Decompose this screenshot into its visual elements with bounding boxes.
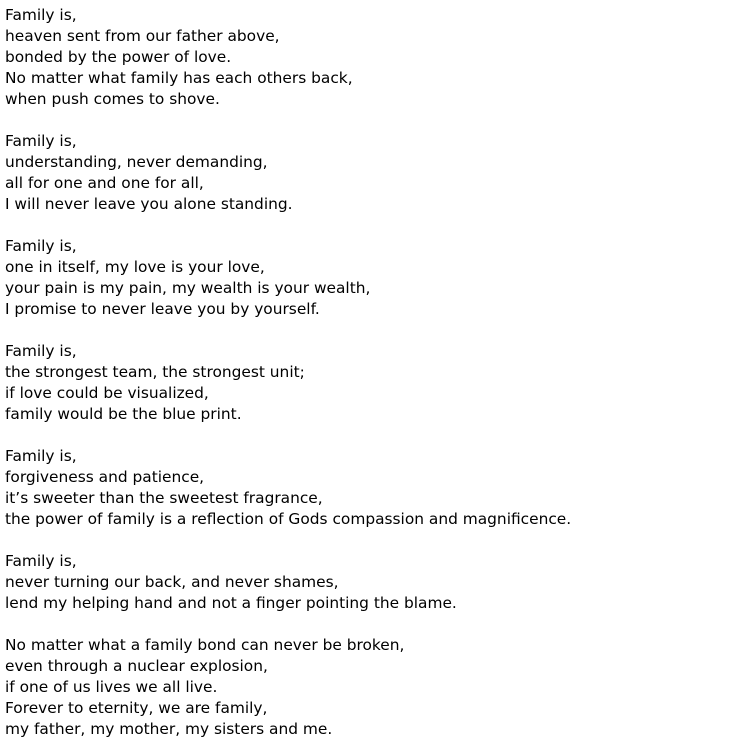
poem-line: Family is, — [5, 342, 77, 360]
stanza — [5, 5, 571, 110]
poem-line: understanding, never demanding, — [5, 153, 268, 171]
poem-line: Family is, — [5, 6, 77, 24]
stanza — [5, 446, 571, 530]
poem-line: Family is, — [5, 132, 77, 150]
stanza — [5, 131, 571, 215]
poem-line: Family is, — [5, 552, 77, 570]
stanza — [5, 635, 571, 740]
poem-line: I will never leave you alone standing. — [5, 195, 293, 213]
poem-text — [5, 5, 571, 740]
poem-line: heaven sent from our father above, — [5, 27, 280, 45]
poem-line: it’s sweeter than the sweetest fragrance, — [5, 489, 323, 507]
stanza — [5, 551, 571, 614]
poem-line: lend my helping hand and not a finger pointing the blame. — [5, 594, 457, 612]
poem-line: No matter what a family bond can never be broken, — [5, 636, 405, 654]
poem-line: the power of family is a reflection of Gods compassion and magnificence. — [5, 510, 572, 528]
poem-line: bonded by the power of love. — [5, 48, 232, 66]
poem-line: your pain is my pain, my wealth is your wealth, — [5, 279, 371, 297]
stanza — [5, 341, 571, 425]
poem-line: if one of us lives we all live. — [5, 678, 218, 696]
poem-line: even through a nuclear explosion, — [5, 657, 268, 675]
poem-line: forgiveness and patience, — [5, 468, 205, 486]
poem-line: one in itself, my love is your love, — [5, 258, 265, 276]
poem-line: No matter what family has each others back, — [5, 69, 353, 87]
poem-line: if love could be visualized, — [5, 384, 209, 402]
poem-line: all for one and one for all, — [5, 174, 204, 192]
poem-line: family would be the blue print. — [5, 405, 242, 423]
poem-line: Forever to eternity, we are family, — [5, 699, 268, 717]
poem-line: the strongest team, the strongest unit; — [5, 363, 305, 381]
poem-line: my father, my mother, my sisters and me. — [5, 720, 333, 738]
poem-line: I promise to never leave you by yourself. — [5, 300, 320, 318]
poem-line: Family is, — [5, 237, 77, 255]
poem-line: when push comes to shove. — [5, 90, 220, 108]
poem-line: Family is, — [5, 447, 77, 465]
poem-line: never turning our back, and never shames, — [5, 573, 339, 591]
stanza — [5, 236, 571, 320]
